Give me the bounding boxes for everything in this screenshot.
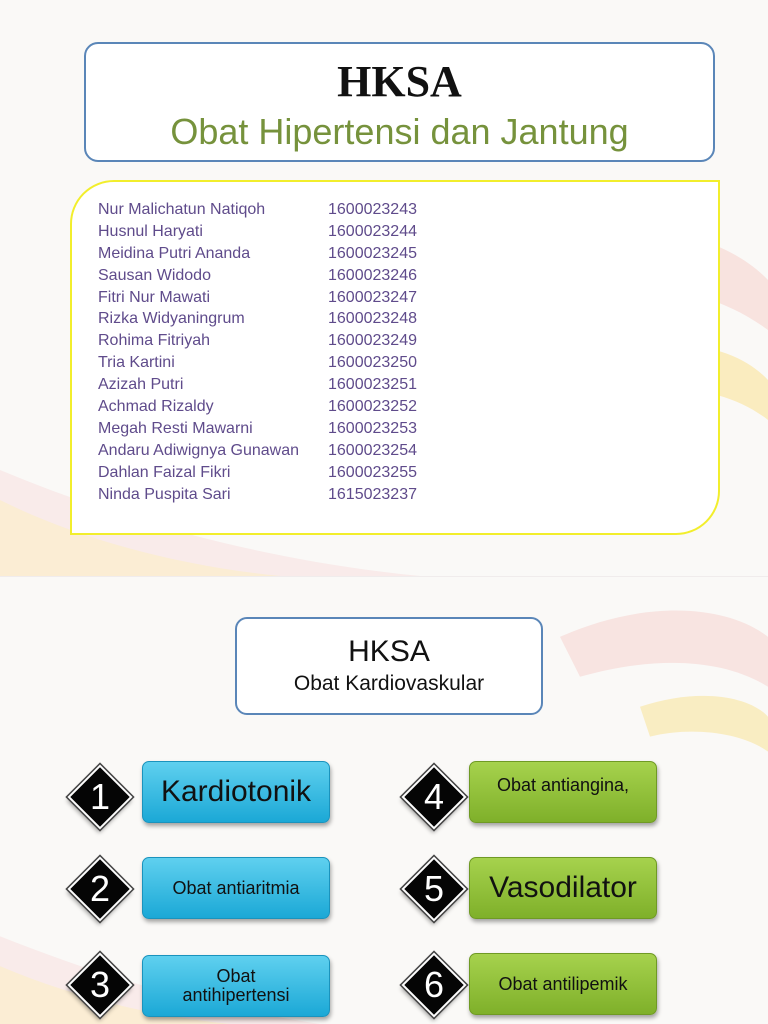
number-label-4: 4 <box>423 776 445 817</box>
member-nim: 1600023246 <box>328 266 417 284</box>
member-name: Meidina Putri Ananda <box>98 244 251 262</box>
vasodilator-button[interactable] <box>469 857 657 919</box>
member-nim: 1600023251 <box>328 376 417 394</box>
section-subtitle: Obat Kardiovaskular <box>293 672 485 695</box>
member-row <box>98 462 417 484</box>
member-nim: 1600023252 <box>328 398 417 416</box>
button-label: Vasodilator <box>489 871 637 905</box>
member-row <box>98 330 417 352</box>
member-name: Megah Resti Mawarni <box>98 419 253 437</box>
subtitle-box <box>235 617 543 715</box>
member-nim: 1600023247 <box>328 288 417 306</box>
section-title: HKSA <box>348 635 430 668</box>
member-nim: 1600023248 <box>328 310 417 328</box>
number-label-2: 2 <box>89 868 111 909</box>
member-row <box>98 265 417 287</box>
antiangina-button[interactable] <box>469 761 657 823</box>
member-name: Ninda Puspita Sari <box>98 485 231 503</box>
number-label-5: 5 <box>423 868 445 909</box>
member-nim: 1615023237 <box>328 485 417 503</box>
member-name: Achmad Rizaldy <box>98 398 214 416</box>
kardiotonik-button[interactable] <box>142 761 330 823</box>
member-name: Nur Malichatun Natiqoh <box>98 201 266 218</box>
number-label-6: 6 <box>423 964 445 1005</box>
member-row <box>98 287 417 309</box>
member-row <box>98 418 417 440</box>
slide-subtitle: Obat Hipertensi dan Jantung <box>170 111 629 152</box>
member-nim: 1600023250 <box>328 354 417 372</box>
member-name: Tria Kartini <box>98 354 175 372</box>
antihipertensi-button[interactable] <box>142 955 330 1017</box>
button-label: Obat antiaritmia <box>172 877 300 898</box>
member-nim: 1600023249 <box>328 332 417 350</box>
member-name: Dahlan Faizal Fikri <box>98 463 231 481</box>
members-box <box>70 180 720 535</box>
member-row <box>98 221 417 243</box>
member-name: Rizka Widyaningrum <box>98 310 245 328</box>
number-label-3: 3 <box>89 964 111 1005</box>
button-label-line-1: Obat <box>216 966 256 987</box>
member-nim: 1600023245 <box>328 244 417 262</box>
member-name: Fitri Nur Mawati <box>98 288 211 306</box>
member-name: Azizah Putri <box>98 376 184 394</box>
button-label: Kardiotonik <box>160 775 312 809</box>
member-row <box>98 484 417 506</box>
member-row <box>98 243 417 265</box>
number-label-1: 1 <box>89 776 111 817</box>
member-list <box>98 199 417 505</box>
member-nim: 1600023254 <box>328 441 417 459</box>
member-row <box>98 308 417 330</box>
button-label-line-2: antihipertensi <box>182 985 290 1005</box>
antilipemik-button[interactable] <box>469 953 657 1015</box>
member-nim: 1600023255 <box>328 463 417 481</box>
member-row <box>98 352 417 374</box>
member-nim: 1600023243 <box>328 201 417 218</box>
member-row <box>98 374 417 396</box>
member-name: Sausan Widodo <box>98 266 211 284</box>
slide-title: HKSA <box>337 57 462 106</box>
button-label: Obat antiangina, <box>496 775 630 795</box>
member-nim: 1600023244 <box>328 222 417 240</box>
title-box <box>84 42 715 162</box>
member-row <box>98 440 417 462</box>
member-row <box>98 199 417 221</box>
member-nim: 1600023253 <box>328 419 417 437</box>
button-label: Obat antilipemik <box>498 973 628 994</box>
member-name: Andaru Adiwignya Gunawan <box>98 441 300 459</box>
member-name: Rohima Fitriyah <box>98 332 211 350</box>
slide-2 <box>0 576 768 1024</box>
member-row <box>98 396 417 418</box>
member-name: Husnul Haryati <box>98 222 203 240</box>
antiaritmia-button[interactable] <box>142 857 330 919</box>
